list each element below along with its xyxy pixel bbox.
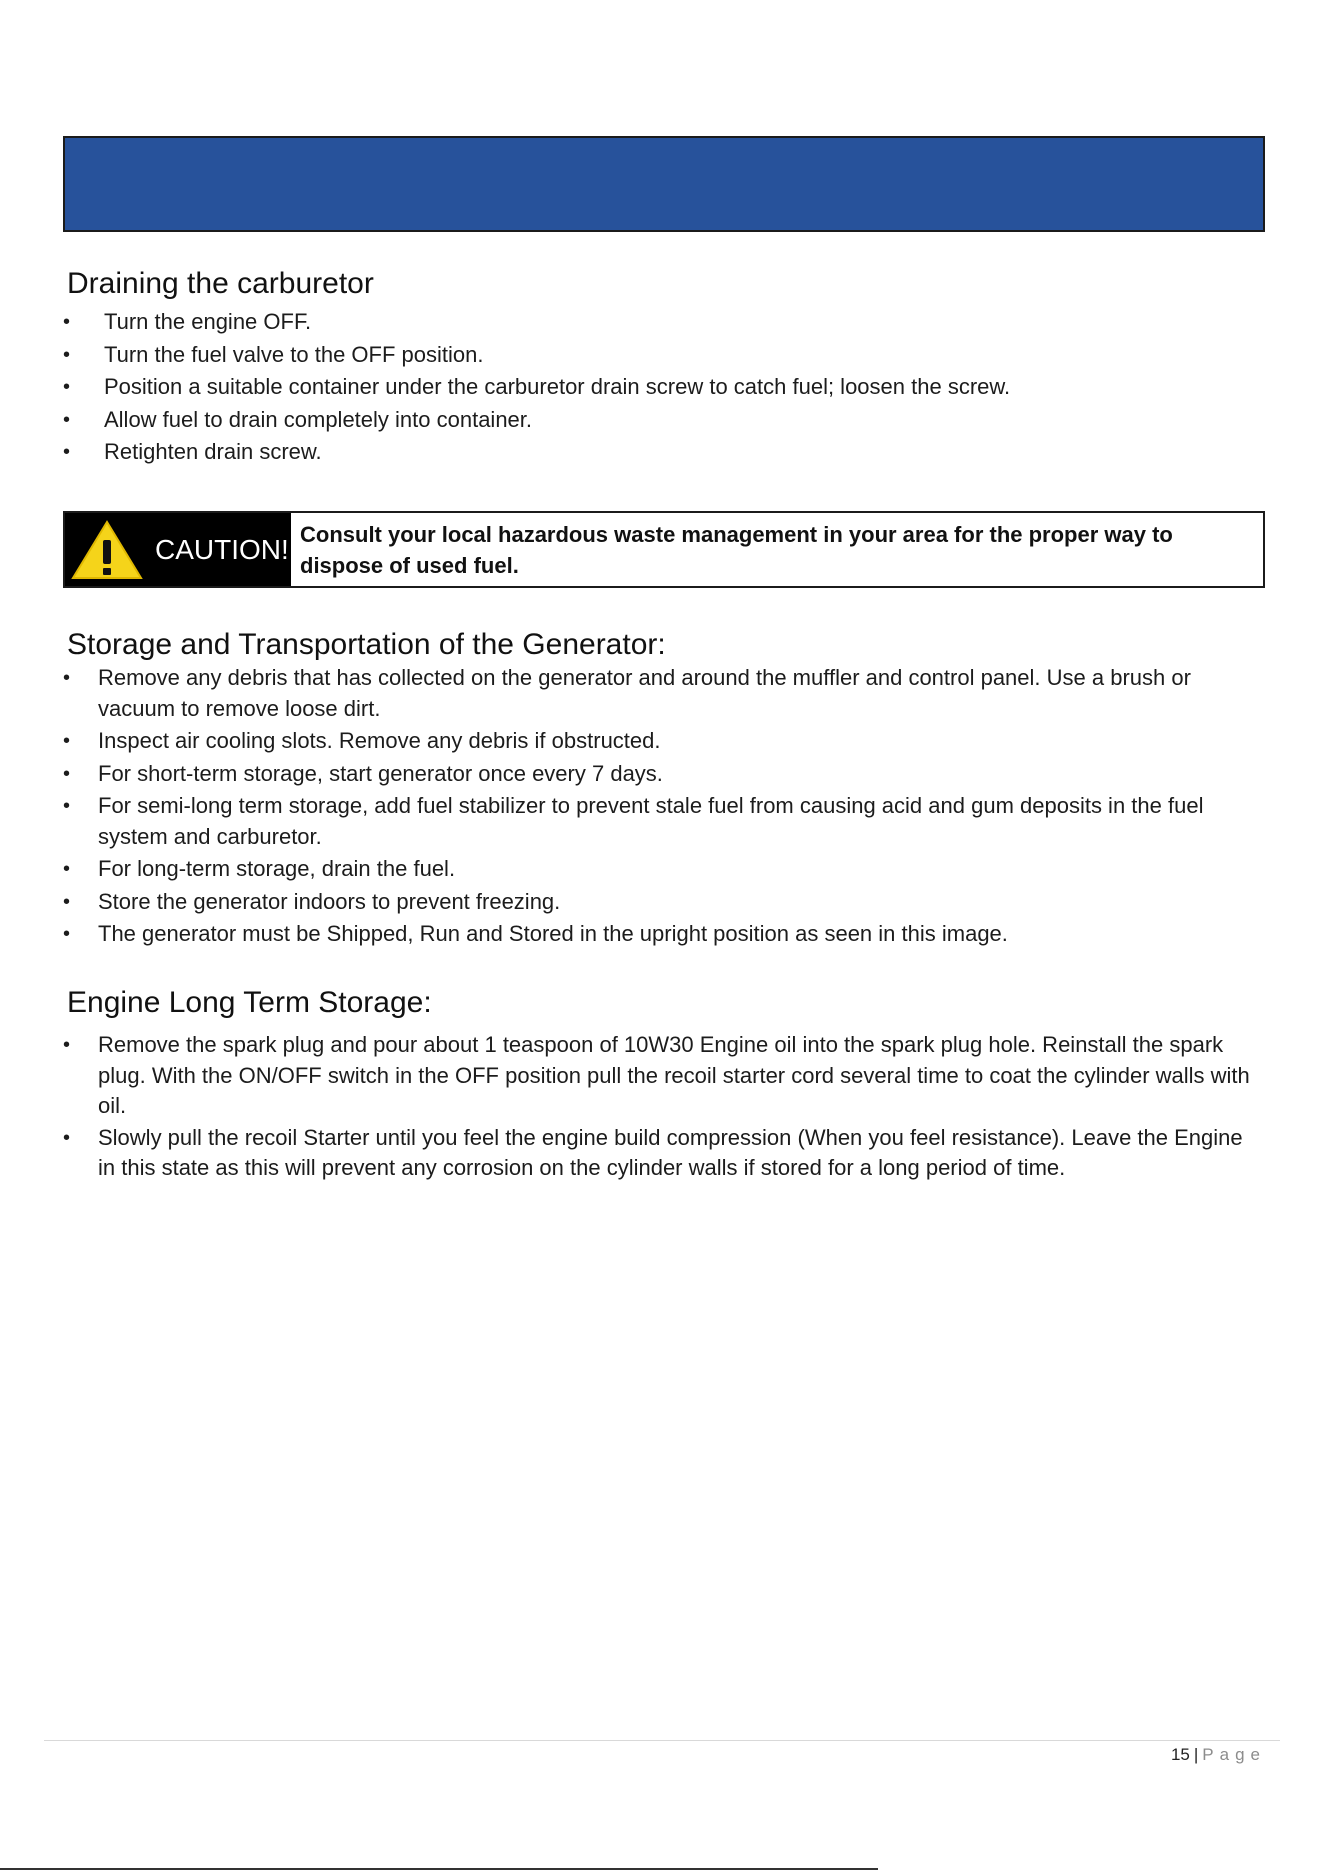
- warning-triangle-icon: [71, 519, 143, 581]
- list-item: • Remove any debris that has collected on the generator and around the muffler and control panel. Use a brush or vacuum to remove loose dirt.: [63, 665, 1191, 721]
- section-title-engine: Engine Long Term Storage:: [67, 986, 432, 1019]
- list-item: • Slowly pull the recoil Starter until you feel the engine build compression (When you feel resistance). Leave the Engine in this state as this will prevent any corrosion on the cylinder walls if stored for a long period of time.: [63, 1124, 1243, 1180]
- header-banner: [63, 136, 1265, 232]
- list-item: • Store the generator indoors to prevent freezing.: [63, 887, 1263, 918]
- page-word: Page: [1202, 1745, 1266, 1764]
- bullet-icon: •: [63, 1126, 71, 1149]
- bullet-icon: •: [63, 762, 71, 785]
- caution-box: [63, 511, 1265, 588]
- bullet-icon: •: [63, 795, 71, 817]
- page-number: 15: [1170, 1745, 1190, 1764]
- storage-list: [63, 663, 1263, 952]
- page-number-footer: [1171, 1745, 1266, 1765]
- bullet-icon: •: [63, 408, 71, 431]
- list-item: • For short-term storage, start generator once every 7 days.: [63, 759, 1263, 790]
- section-title-storage: Storage and Transportation of the Generator:: [67, 628, 666, 661]
- bullet-icon: •: [63, 858, 71, 880]
- bullet-icon: •: [63, 667, 71, 689]
- bullet-icon: •: [63, 1034, 71, 1056]
- bullet-icon: •: [63, 890, 71, 913]
- list-item: • Retighten drain screw.: [63, 436, 1263, 469]
- caution-text: Consult your local hazardous waste management in your area for the proper way to dispose of used fuel.: [300, 522, 1173, 578]
- list-item: • The generator must be Shipped, Run and Stored in the upright position as seen in this image.: [63, 919, 1263, 950]
- bullet-icon: •: [63, 376, 71, 398]
- bullet-icon: •: [63, 343, 71, 366]
- footer-divider: [44, 1740, 1280, 1741]
- bullet-icon: •: [63, 441, 71, 463]
- list-item: • Turn the fuel valve to the OFF position.: [63, 339, 1263, 372]
- list-item: • Inspect air cooling slots. Remove any debris if obstructed.: [63, 726, 1263, 757]
- list-item: • Remove the spark plug and pour about 1 teaspoon of 10W30 Engine oil into the spark plug hole. Reinstall the spark plug. With the ON/OFF switch in the OFF position pull the recoil starter cord several time to coat the cylinder walls with oil.: [63, 1032, 1250, 1118]
- bullet-icon: •: [63, 311, 71, 333]
- bullet-icon: •: [63, 923, 71, 945]
- list-item: • For semi-long term storage, add fuel stabilizer to prevent stale fuel from causing acid and gum deposits in the fuel system and carburetor.: [63, 793, 1204, 849]
- bullet-icon: •: [63, 730, 71, 752]
- list-item: • For long-term storage, drain the fuel.: [63, 854, 1263, 885]
- engine-list: [63, 1030, 1263, 1185]
- caution-label-block: [65, 513, 291, 586]
- list-item: • Turn the engine OFF.: [63, 306, 1263, 339]
- list-item: • Position a suitable container under the carburetor drain screw to catch fuel; loosen the screw.: [63, 371, 1263, 404]
- page-separator: |: [1193, 1745, 1199, 1764]
- draining-list: [63, 306, 1263, 469]
- caution-label: CAUTION!: [155, 533, 289, 565]
- section-title-draining: Draining the carburetor: [67, 267, 374, 300]
- list-item: • Allow fuel to drain completely into container.: [63, 404, 1263, 437]
- bottom-edge-rule: [0, 1868, 878, 1870]
